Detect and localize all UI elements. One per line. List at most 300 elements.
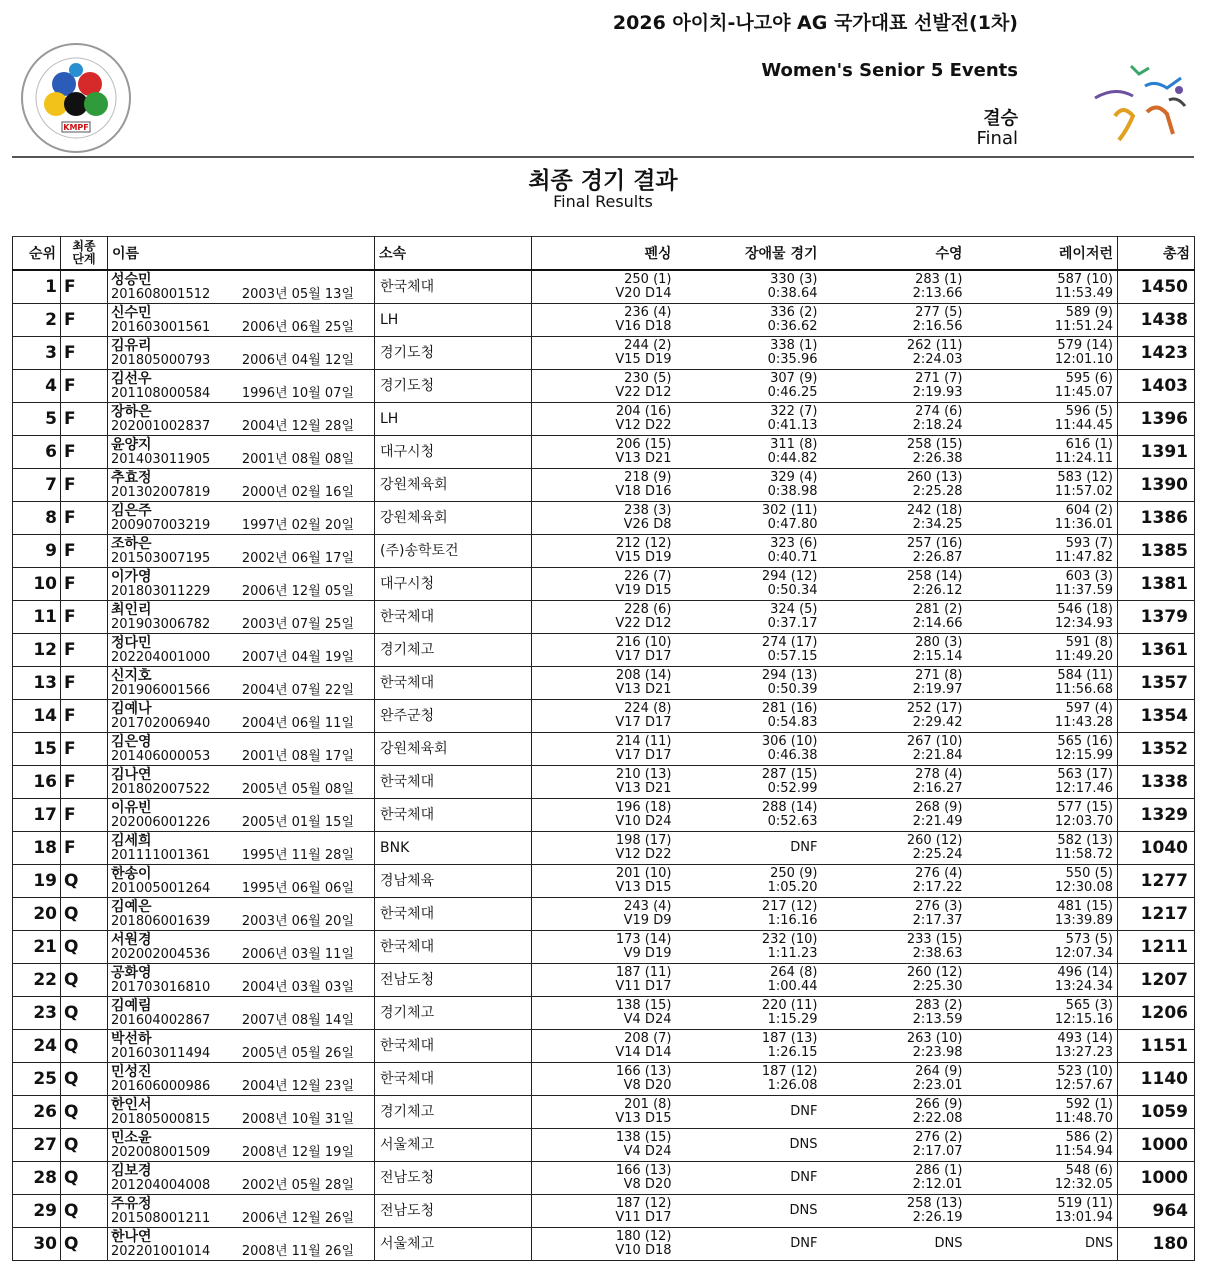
laser-run-score: 597 (4) — [1065, 701, 1113, 716]
laser-run-score: 589 (9) — [1065, 305, 1113, 320]
stage-cell: Q — [61, 1228, 108, 1261]
athlete-id: 202002004536 — [111, 946, 211, 962]
swim-detail: 2:19.97 — [912, 682, 963, 697]
rank-cell: 14 — [13, 700, 61, 733]
swim-cell — [822, 766, 967, 799]
laser-run-cell — [967, 469, 1118, 502]
stage-cell: F — [61, 601, 108, 634]
fencing-score: 187 (12) — [615, 1196, 672, 1211]
obstacle-score: 232 (10) — [761, 932, 818, 947]
swim-detail: 2:12.01 — [912, 1177, 963, 1192]
rank-cell: 2 — [13, 304, 61, 337]
club-cell: 서울체고 — [375, 1228, 532, 1261]
laser-run-detail: 12:15.99 — [1054, 748, 1113, 763]
table-row — [13, 535, 1195, 568]
club-cell: 서울체고 — [375, 1129, 532, 1162]
rank-cell: 27 — [13, 1129, 61, 1162]
athlete-id: 201108000584 — [111, 385, 211, 401]
laser-run-cell — [967, 997, 1118, 1030]
rank-cell: 8 — [13, 502, 61, 535]
table-row — [13, 634, 1195, 667]
swim-score: 260 (12) — [906, 965, 963, 980]
header-divider — [12, 156, 1194, 158]
swim-score: 280 (3) — [915, 635, 963, 650]
laser-run-score: 592 (1) — [1065, 1097, 1113, 1112]
obstacle-score: 336 (2) — [770, 305, 818, 320]
swim-cell — [822, 964, 967, 997]
fencing-score: 250 (1) — [624, 272, 672, 287]
athlete-id-line — [111, 288, 374, 302]
fencing-cell — [532, 997, 676, 1030]
athlete-name: 김예은 — [111, 898, 152, 915]
athlete-name: 김예림 — [111, 997, 152, 1014]
stage-cell: F — [61, 832, 108, 865]
obstacle-cell — [676, 931, 822, 964]
pentathlon-pictogram — [1085, 56, 1197, 148]
athlete-birthdate: 2007년 08월 14일 — [241, 1012, 354, 1028]
fencing-cell — [532, 931, 676, 964]
laser-run-cell — [967, 667, 1118, 700]
laser-run-score: 496 (14) — [1057, 965, 1113, 980]
athlete-id: 200907003219 — [111, 517, 211, 533]
athlete-birthdate: 2000년 02월 16일 — [241, 484, 354, 500]
athlete-cell — [108, 304, 375, 337]
swim-cell — [822, 667, 967, 700]
club-cell: 한국체대 — [375, 601, 532, 634]
club-cell: LH — [375, 403, 532, 436]
laser-run-detail: 11:51.24 — [1054, 319, 1113, 334]
swim-cell — [822, 1129, 967, 1162]
athlete-birthdate: 2006년 12월 05일 — [241, 583, 354, 599]
athlete-cell — [108, 634, 375, 667]
obstacle-score: 306 (10) — [761, 734, 818, 749]
fencing-score: 166 (13) — [615, 1064, 672, 1079]
laser-run-cell — [967, 964, 1118, 997]
athlete-id: 201603011494 — [111, 1045, 211, 1061]
obstacle-detail: 0:38.64 — [767, 286, 818, 301]
swim-cell — [822, 1228, 967, 1261]
obstacle-score: DNF — [790, 1170, 818, 1185]
total-cell: 180 — [1118, 1228, 1195, 1261]
total-cell: 1379 — [1118, 601, 1195, 634]
fencing-detail: V11 D17 — [615, 979, 672, 994]
obstacle-cell — [676, 370, 822, 403]
laser-run-detail: 13:24.34 — [1054, 979, 1113, 994]
col-total-header: 총점 — [1118, 237, 1195, 271]
stage-cell: F — [61, 733, 108, 766]
table-row — [13, 568, 1195, 601]
fencing-cell — [532, 403, 676, 436]
swim-score: 283 (1) — [915, 272, 963, 287]
athlete-id: 201806001639 — [111, 913, 211, 929]
obstacle-detail: 1:11.23 — [767, 946, 818, 961]
table-row — [13, 1030, 1195, 1063]
athlete-birthdate: 2004년 06월 11일 — [241, 715, 354, 731]
laser-run-score: DNS — [1085, 1236, 1113, 1251]
laser-run-score: 593 (7) — [1065, 536, 1113, 551]
obstacle-cell — [676, 469, 822, 502]
swim-cell — [822, 1030, 967, 1063]
swim-detail: 2:14.66 — [912, 616, 963, 631]
stage-cell: Q — [61, 898, 108, 931]
obstacle-cell — [676, 270, 822, 304]
stage-cell: Q — [61, 997, 108, 1030]
swim-score: 278 (4) — [915, 767, 963, 782]
swim-cell — [822, 1063, 967, 1096]
stage-cell: F — [61, 766, 108, 799]
obstacle-cell — [676, 1096, 822, 1129]
table-row — [13, 337, 1195, 370]
event-category: Women's Senior 5 Events — [761, 60, 1018, 81]
athlete-id-line — [111, 552, 374, 566]
laser-run-score: 582 (13) — [1057, 833, 1113, 848]
laser-run-detail: 11:54.94 — [1054, 1144, 1113, 1159]
obstacle-score: 220 (11) — [761, 998, 818, 1013]
athlete-id: 201005001264 — [111, 880, 211, 896]
obstacle-cell — [676, 1129, 822, 1162]
fencing-detail: V10 D18 — [615, 1243, 672, 1258]
swim-score: 276 (2) — [915, 1130, 963, 1145]
swim-cell — [822, 403, 967, 436]
athlete-cell — [108, 1129, 375, 1162]
fencing-detail: V8 D20 — [623, 1177, 672, 1192]
swim-score: 262 (11) — [906, 338, 963, 353]
obstacle-cell — [676, 1228, 822, 1261]
laser-run-score: 523 (10) — [1057, 1064, 1113, 1079]
laser-run-detail: 11:49.20 — [1054, 649, 1113, 664]
athlete-id-line — [111, 618, 374, 632]
rank-cell: 4 — [13, 370, 61, 403]
athlete-name: 정다민 — [111, 634, 152, 651]
stage-cell: F — [61, 799, 108, 832]
fencing-cell — [532, 436, 676, 469]
laser-run-detail: 11:36.01 — [1054, 517, 1113, 532]
stage-cell: F — [61, 700, 108, 733]
laser-run-cell — [967, 733, 1118, 766]
athlete-name: 이유빈 — [111, 799, 152, 816]
laser-run-detail: 11:45.07 — [1054, 385, 1113, 400]
swim-detail: 2:19.93 — [912, 385, 963, 400]
athlete-id: 201703016810 — [111, 979, 211, 995]
swim-detail: 2:24.03 — [912, 352, 963, 367]
table-row — [13, 270, 1195, 304]
fencing-detail: V17 D17 — [615, 649, 672, 664]
fencing-cell — [532, 502, 676, 535]
fencing-detail: V14 D14 — [615, 1045, 672, 1060]
obstacle-score: 294 (12) — [761, 569, 818, 584]
athlete-birthdate: 2005년 05월 08일 — [241, 781, 354, 797]
athlete-name: 김은영 — [111, 733, 152, 750]
obstacle-cell — [676, 700, 822, 733]
athlete-id: 201702006940 — [111, 715, 211, 731]
laser-run-detail: 13:39.89 — [1054, 913, 1113, 928]
athlete-birthdate: 2004년 12월 23일 — [241, 1078, 354, 1094]
club-cell: 경기체고 — [375, 634, 532, 667]
swim-score: 252 (17) — [906, 701, 963, 716]
athlete-id-line — [111, 981, 374, 995]
athlete-cell — [108, 931, 375, 964]
laser-run-score: 577 (15) — [1057, 800, 1113, 815]
laser-run-cell — [967, 799, 1118, 832]
club-cell: 경남체육 — [375, 865, 532, 898]
laser-run-cell — [967, 898, 1118, 931]
swim-detail: 2:17.22 — [912, 880, 963, 895]
rank-cell: 20 — [13, 898, 61, 931]
swim-cell — [822, 898, 967, 931]
club-cell: (주)송학토건 — [375, 535, 532, 568]
laser-run-detail: 11:57.02 — [1054, 484, 1113, 499]
results-title: 최종 경기 결과 — [528, 168, 678, 194]
athlete-id-line — [111, 717, 374, 731]
athlete-id-line — [111, 1146, 374, 1160]
athlete-cell — [108, 1162, 375, 1195]
obstacle-detail: 1:05.20 — [767, 880, 818, 895]
stage-cell: Q — [61, 964, 108, 997]
swim-detail: 2:22.08 — [912, 1111, 963, 1126]
obstacle-cell — [676, 997, 822, 1030]
athlete-name: 한인서 — [111, 1096, 152, 1113]
swim-cell — [822, 568, 967, 601]
athlete-id-line — [111, 1113, 374, 1127]
swim-score: 277 (5) — [915, 305, 963, 320]
fencing-detail: V26 D8 — [623, 517, 672, 532]
fencing-score: 210 (13) — [615, 767, 672, 782]
fencing-cell — [532, 568, 676, 601]
athlete-id-line — [111, 948, 374, 962]
athlete-id-line — [111, 585, 374, 599]
table-row — [13, 700, 1195, 733]
obstacle-score: DNF — [790, 1236, 818, 1251]
fencing-detail: V22 D12 — [615, 616, 672, 631]
laser-run-score: 583 (12) — [1057, 470, 1113, 485]
athlete-name: 장하은 — [111, 403, 152, 420]
obstacle-detail: 0:46.38 — [767, 748, 818, 763]
stage-cell: Q — [61, 1162, 108, 1195]
athlete-name: 추효정 — [111, 469, 152, 486]
table-row — [13, 1096, 1195, 1129]
laser-run-detail: 12:03.70 — [1054, 814, 1113, 829]
total-cell: 1151 — [1118, 1030, 1195, 1063]
fencing-cell — [532, 634, 676, 667]
athlete-id-line — [111, 651, 374, 665]
athlete-name: 민소윤 — [111, 1129, 152, 1146]
obstacle-cell — [676, 601, 822, 634]
fencing-detail: V13 D21 — [615, 781, 672, 796]
stage-cell: F — [61, 568, 108, 601]
athlete-id-line — [111, 387, 374, 401]
swim-detail: 2:17.37 — [912, 913, 963, 928]
stage-cell: F — [61, 270, 108, 304]
athlete-cell — [108, 832, 375, 865]
rank-cell: 29 — [13, 1195, 61, 1228]
col-stage-header-line2: 단계 — [72, 252, 96, 266]
obstacle-score: 187 (12) — [761, 1064, 818, 1079]
athlete-id: 201906001566 — [111, 682, 211, 698]
swim-cell — [822, 1096, 967, 1129]
rank-cell: 5 — [13, 403, 61, 436]
table-row — [13, 502, 1195, 535]
col-laser-run-header: 레이저런 — [967, 237, 1118, 271]
results-table — [12, 236, 1195, 1261]
swim-detail: 2:21.84 — [912, 748, 963, 763]
fencing-cell — [532, 766, 676, 799]
athlete-birthdate: 2004년 07월 22일 — [241, 682, 354, 698]
fencing-detail: V13 D21 — [615, 682, 672, 697]
athlete-cell — [108, 766, 375, 799]
athlete-name: 민성진 — [111, 1063, 152, 1080]
fencing-cell — [532, 799, 676, 832]
athlete-id: 201802007522 — [111, 781, 211, 797]
total-cell: 1000 — [1118, 1162, 1195, 1195]
rank-cell: 1 — [13, 270, 61, 304]
swim-score: 281 (2) — [915, 602, 963, 617]
athlete-id: 202201001014 — [111, 1243, 211, 1259]
athlete-birthdate: 2006년 06월 25일 — [241, 319, 354, 335]
athlete-id: 201805000815 — [111, 1111, 211, 1127]
club-cell: 강원체육회 — [375, 733, 532, 766]
swim-score: 267 (10) — [906, 734, 963, 749]
swim-cell — [822, 436, 967, 469]
swim-detail: 2:26.12 — [912, 583, 963, 598]
club-cell: 전남도청 — [375, 1195, 532, 1228]
laser-run-cell — [967, 700, 1118, 733]
athlete-birthdate: 2003년 05월 13일 — [241, 286, 354, 302]
athlete-cell — [108, 1195, 375, 1228]
total-cell: 1396 — [1118, 403, 1195, 436]
table-row — [13, 1228, 1195, 1261]
obstacle-cell — [676, 634, 822, 667]
col-stage-header-line1: 최종 — [72, 239, 96, 253]
table-row — [13, 964, 1195, 997]
athlete-birthdate: 2004년 12월 28일 — [241, 418, 354, 434]
swim-detail: 2:34.25 — [912, 517, 963, 532]
athlete-id: 201803011229 — [111, 583, 211, 599]
obstacle-score: 250 (9) — [770, 866, 818, 881]
athlete-id: 202006001226 — [111, 814, 211, 830]
athlete-name: 한나연 — [111, 1228, 152, 1245]
club-cell: 경기도청 — [375, 370, 532, 403]
total-cell: 1438 — [1118, 304, 1195, 337]
fencing-score: 206 (15) — [615, 437, 672, 452]
athlete-birthdate: 2006년 04월 12일 — [241, 352, 354, 368]
swim-score: 276 (3) — [915, 899, 963, 914]
fencing-detail: V19 D9 — [623, 913, 672, 928]
fencing-score: 238 (3) — [624, 503, 672, 518]
laser-run-score: 586 (2) — [1065, 1130, 1113, 1145]
col-fencing-header: 펜싱 — [532, 237, 676, 271]
stage-cell: F — [61, 469, 108, 502]
athlete-cell — [108, 667, 375, 700]
obstacle-detail: 1:00.44 — [767, 979, 818, 994]
swim-detail: 2:29.42 — [912, 715, 963, 730]
athlete-name: 이가영 — [111, 568, 152, 585]
athlete-name: 김세희 — [111, 832, 152, 849]
athlete-id: 201603001561 — [111, 319, 211, 335]
laser-run-score: 591 (8) — [1065, 635, 1113, 650]
club-cell: 한국체대 — [375, 799, 532, 832]
total-cell: 1450 — [1118, 270, 1195, 304]
athlete-cell — [108, 568, 375, 601]
fencing-detail: V17 D17 — [615, 748, 672, 763]
swim-detail: 2:25.28 — [912, 484, 963, 499]
obstacle-detail: 0:50.39 — [767, 682, 818, 697]
club-cell: 경기도청 — [375, 337, 532, 370]
total-cell: 1000 — [1118, 1129, 1195, 1162]
swim-score: 274 (6) — [915, 404, 963, 419]
total-cell: 964 — [1118, 1195, 1195, 1228]
athlete-birthdate: 2003년 07월 25일 — [241, 616, 354, 632]
swim-detail: 2:23.01 — [912, 1078, 963, 1093]
athlete-id: 202001002837 — [111, 418, 211, 434]
laser-run-cell — [967, 1228, 1118, 1261]
fencing-cell — [532, 270, 676, 304]
laser-run-score: 595 (6) — [1065, 371, 1113, 386]
athlete-id-line — [111, 354, 374, 368]
swim-cell — [822, 931, 967, 964]
swim-detail: 2:13.59 — [912, 1012, 963, 1027]
laser-run-cell — [967, 865, 1118, 898]
rank-cell: 9 — [13, 535, 61, 568]
total-cell: 1381 — [1118, 568, 1195, 601]
swim-score: 268 (9) — [915, 800, 963, 815]
fencing-detail: V12 D22 — [615, 847, 672, 862]
laser-run-cell — [967, 1129, 1118, 1162]
fencing-cell — [532, 601, 676, 634]
swim-score: 260 (12) — [906, 833, 963, 848]
athlete-cell — [108, 535, 375, 568]
club-cell: 한국체대 — [375, 1063, 532, 1096]
fencing-cell — [532, 535, 676, 568]
obstacle-detail: 0:57.15 — [767, 649, 818, 664]
athlete-name: 신수민 — [111, 304, 152, 321]
swim-cell — [822, 997, 967, 1030]
fencing-detail: V13 D15 — [615, 880, 672, 895]
obstacle-score: 322 (7) — [770, 404, 818, 419]
athlete-name: 김은주 — [111, 502, 152, 519]
swim-score: 233 (15) — [906, 932, 963, 947]
swim-cell — [822, 799, 967, 832]
swim-detail: 2:21.49 — [912, 814, 963, 829]
athlete-birthdate: 2003년 06월 20일 — [241, 913, 354, 929]
table-row — [13, 667, 1195, 700]
fencing-score: 201 (10) — [615, 866, 672, 881]
swim-cell — [822, 634, 967, 667]
athlete-birthdate: 2006년 03월 11일 — [241, 946, 354, 962]
athlete-name: 김보경 — [111, 1162, 152, 1179]
fencing-cell — [532, 469, 676, 502]
laser-run-score: 579 (14) — [1057, 338, 1113, 353]
athlete-name: 윤양지 — [111, 436, 152, 453]
rank-cell: 23 — [13, 997, 61, 1030]
obstacle-cell — [676, 568, 822, 601]
fencing-score: 138 (15) — [615, 998, 672, 1013]
athlete-name: 김예나 — [111, 700, 152, 717]
obstacle-cell — [676, 535, 822, 568]
obstacle-cell — [676, 1030, 822, 1063]
swim-cell — [822, 865, 967, 898]
swim-detail: 2:18.24 — [912, 418, 963, 433]
fencing-cell — [532, 964, 676, 997]
athlete-name: 한송이 — [111, 865, 152, 882]
athlete-id: 201805000793 — [111, 352, 211, 368]
athlete-cell — [108, 601, 375, 634]
laser-run-score: 481 (15) — [1057, 899, 1113, 914]
laser-run-detail: 12:17.46 — [1054, 781, 1113, 796]
laser-run-score: 548 (6) — [1065, 1163, 1113, 1178]
laser-run-cell — [967, 1063, 1118, 1096]
athlete-name: 김선우 — [111, 370, 152, 387]
rank-cell: 30 — [13, 1228, 61, 1261]
